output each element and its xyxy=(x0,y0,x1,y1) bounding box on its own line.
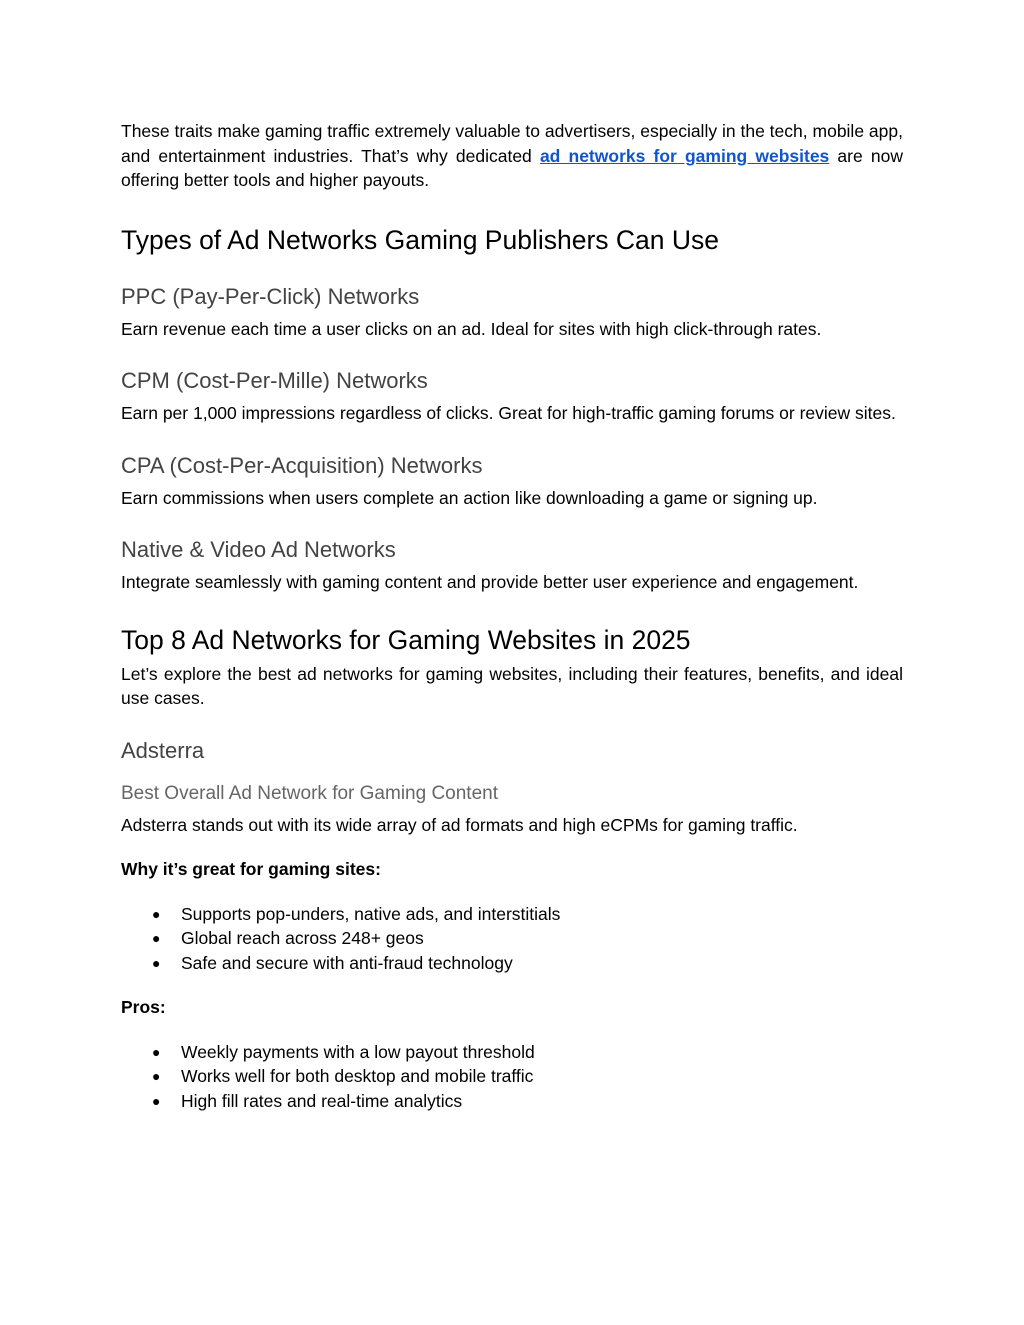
top-networks-intro: Let’s explore the best ad networks for gaming websites, including their features, benefits, and ideal use cases. xyxy=(121,663,903,708)
list-item: ● Global reach across 248+ geos xyxy=(121,926,903,951)
bullet-icon: ● xyxy=(152,1043,161,1060)
bullet-icon: ● xyxy=(152,1092,161,1109)
cpm-heading: CPM (Cost-Per-Mille) Networks xyxy=(121,368,428,393)
bullet-icon: ● xyxy=(152,1068,161,1084)
cpa-heading: CPA (Cost-Per-Acquisition) Networks xyxy=(121,452,483,478)
cpm-text: Earn per 1,000 impressions regardless of clicks. Great for high-traffic gaming forums or review sites. xyxy=(121,403,896,423)
types-heading: Types of Ad Networks Gaming Publishers Can Use xyxy=(121,224,719,255)
ppc-heading: PPC (Pay-Per-Click) Networks xyxy=(121,283,420,309)
adsterra-description: Adsterra stands out with its wide array of ad formats and high eCPMs for gaming traffic. xyxy=(121,814,798,835)
document-page xyxy=(121,119,903,1113)
pros-list xyxy=(121,1040,903,1114)
list-item: ● Supports pop-unders, native ads, and interstitials xyxy=(121,902,903,927)
ad-networks-link[interactable]: ad networks for gaming websites xyxy=(539,145,830,166)
intro-text-before: These traits make gaming traffic extremely valuable to advertisers, especially in the tech, mobile app, and entertainment industries. That’s why dedicated xyxy=(121,121,903,166)
why-great-label: Why it’s great for gaming sites: xyxy=(121,859,381,879)
ppc-text: Earn revenue each time a user clicks on an ad. Ideal for sites with high click-through rates. xyxy=(121,318,822,339)
intro-text-after: are now offering better tools and higher payouts. xyxy=(121,145,903,190)
bullet-icon: ● xyxy=(152,905,161,922)
list-item: ● Works well for both desktop and mobile traffic xyxy=(121,1064,903,1089)
list-item: ● High fill rates and real-time analytics xyxy=(121,1089,903,1114)
pros-label: Pros: xyxy=(121,997,166,1017)
adsterra-subheading: Best Overall Ad Network for Gaming Content xyxy=(121,782,498,804)
list-item: ● Weekly payments with a low payout threshold xyxy=(121,1040,903,1065)
cpa-text: Earn commissions when users complete an action like downloading a game or signing up. xyxy=(121,487,818,508)
bullet-icon: ● xyxy=(152,954,161,971)
native-video-text: Integrate seamlessly with gaming content and provide better user experience and engagement. xyxy=(121,572,859,592)
list-item: ● Safe and secure with anti-fraud technology xyxy=(121,951,903,976)
intro-paragraph xyxy=(121,119,903,193)
bullet-icon: ● xyxy=(152,930,161,946)
top-networks-heading: Top 8 Ad Networks for Gaming Websites in 2025 xyxy=(121,624,691,655)
adsterra-heading: Adsterra xyxy=(121,737,205,763)
native-video-heading: Native & Video Ad Networks xyxy=(121,537,396,562)
why-great-list xyxy=(121,902,903,976)
